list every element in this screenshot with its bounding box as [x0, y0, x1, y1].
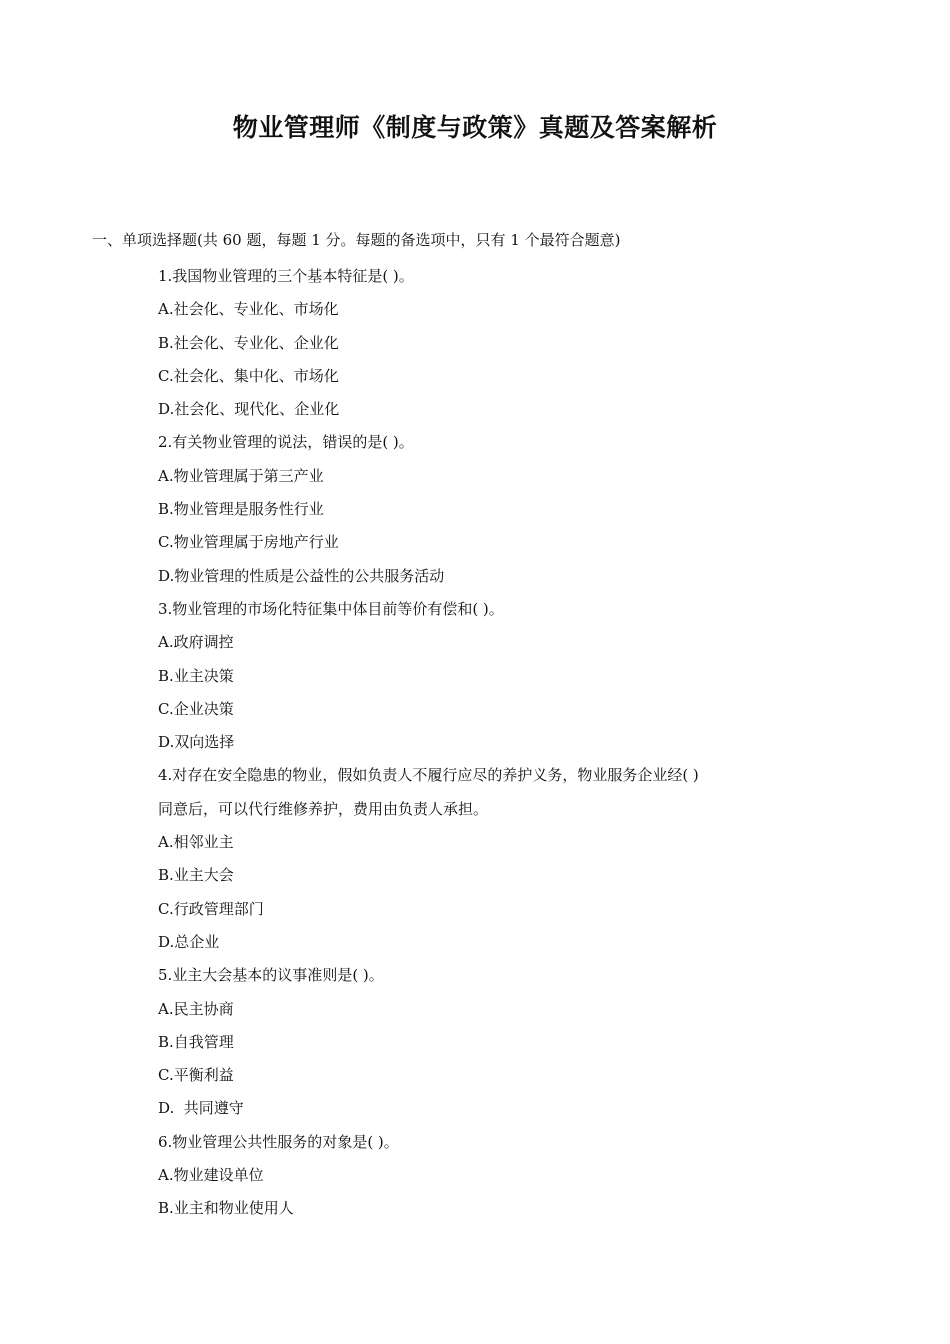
- document-title: 物业管理师《制度与政策》真题及答案解析: [232, 113, 718, 142]
- option-c: C.行政管理部门: [158, 899, 264, 918]
- option-b: B.业主决策: [158, 666, 234, 685]
- question-stem: 2.有关物业管理的说法，错误的是( )。: [158, 433, 414, 452]
- question-stem: 1.我国物业管理的三个基本特征是( )。: [158, 267, 414, 285]
- option-c: C.企业决策: [158, 699, 234, 718]
- option-a: A.相邻业主: [158, 833, 234, 852]
- option-b: B.自我管理: [158, 1032, 234, 1051]
- option-d: D.双向选择: [158, 733, 235, 752]
- question-stem: 5.业主大会基本的议事准则是( )。: [158, 966, 384, 985]
- question-list: [158, 260, 858, 1226]
- option-b: B.物业管理是服务性行业: [158, 500, 324, 519]
- section-heading: 一、单项选择题(共 60 题，每题 1 分。每题的备选项中，只有 1 个最符合题意): [92, 231, 621, 249]
- option-a: A.物业管理属于第三产业: [158, 466, 324, 485]
- option-b: B.社会化、专业化、企业化: [158, 333, 339, 352]
- option-d: D.物业管理的性质是公益性的公共服务活动: [158, 566, 445, 585]
- option-a: A.物业建设单位: [158, 1166, 264, 1185]
- question-stem: 4.对存在安全隐患的物业，假如负责人不履行应尽的养护义务，物业服务企业经( ): [158, 766, 699, 785]
- option-b: B.业主大会: [158, 866, 234, 885]
- option-d: D.总企业: [158, 932, 220, 951]
- option-d: D. 共同遵守: [158, 1099, 244, 1118]
- option-c: C.平衡利益: [158, 1066, 234, 1085]
- option-c: C.物业管理属于房地产行业: [158, 533, 339, 552]
- option-a: A.政府调控: [158, 633, 234, 652]
- option-d: D.社会化、现代化、企业化: [158, 400, 340, 419]
- option-c: C.社会化、集中化、市场化: [158, 366, 339, 385]
- option-a: A.社会化、专业化、市场化: [158, 300, 339, 319]
- option-b: B.业主和物业使用人: [158, 1199, 294, 1218]
- question-stem: 3.物业管理的市场化特征集中体目前等价有偿和( )。: [158, 599, 504, 618]
- option-a: A.民主协商: [158, 999, 234, 1018]
- question-stem: 6.物业管理公共性服务的对象是( )。: [158, 1132, 399, 1151]
- question-stem-continued: 同意后，可以代行维修养护，费用由负责人承担。: [158, 799, 489, 818]
